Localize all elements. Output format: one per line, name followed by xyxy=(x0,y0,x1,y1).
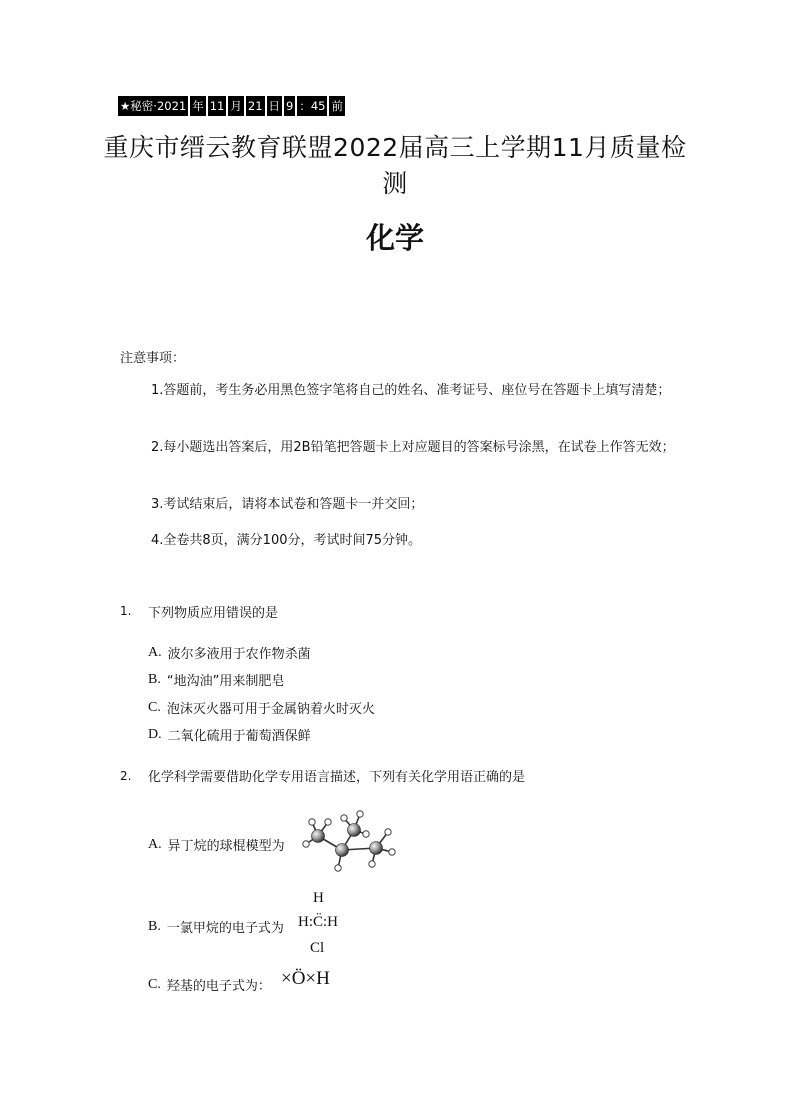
secret-seg: 21 xyxy=(246,96,265,116)
secret-seg: ：45 xyxy=(297,96,327,116)
secret-seg: 年 xyxy=(190,96,206,116)
confidential-label xyxy=(118,96,345,116)
question-number: 2. xyxy=(120,769,132,783)
exam-title: 重庆市缙云教育联盟2022届高三上学期11月质量检测 xyxy=(103,133,687,198)
option-item xyxy=(148,975,271,994)
option-letter: C. xyxy=(148,699,161,715)
option-letter: A. xyxy=(148,836,162,852)
ball-and-stick-model-image xyxy=(296,804,400,878)
option-letter: B. xyxy=(148,918,161,934)
option-letter: C. xyxy=(148,976,161,992)
question-text: 化学科学需要借助化学专用语言描述，下列有关化学用语正确的是 xyxy=(148,770,526,785)
question-number: 1. xyxy=(120,604,132,618)
option-letter: D. xyxy=(148,726,162,742)
option-text: 一氯甲烷的电子式为 xyxy=(166,921,284,936)
option-letter: A. xyxy=(148,644,162,660)
secret-seg: ★秘密·2021 xyxy=(118,96,188,116)
subject-title: 化学 xyxy=(365,221,424,255)
formula-middle: H:C̈:H xyxy=(298,914,339,930)
option-letter: B. xyxy=(148,671,161,687)
option-text: “地沟油”用来制肥皂 xyxy=(166,674,285,689)
option-item xyxy=(148,698,375,717)
notice-heading: 注意事项： xyxy=(120,351,186,366)
option-text: 波尔多液用于农作物杀菌 xyxy=(167,647,311,662)
question-text: 下列物质应用错误的是 xyxy=(148,606,279,621)
option-text: 异丁烷的球棍模型为 xyxy=(167,839,285,854)
option-text: 羟基的电子式为： xyxy=(166,979,271,994)
option-text: 泡沫灭火器可用于金属钠着火时灭火 xyxy=(166,702,375,717)
secret-seg: 9 xyxy=(284,96,295,116)
option-item xyxy=(148,725,311,744)
formula-top: H xyxy=(313,890,324,906)
secret-seg: 11 xyxy=(208,96,227,116)
electron-formula-hydroxyl: ×Ö×H xyxy=(281,968,330,989)
secret-seg: 前 xyxy=(329,96,345,116)
electron-formula-chloromethane xyxy=(298,890,348,960)
option-item xyxy=(148,835,285,854)
formula-bottom: Cl xyxy=(310,940,325,956)
notice-item: 3.考试结束后，请将本试卷和答题卡一并交回； xyxy=(151,497,424,512)
option-item xyxy=(148,670,284,689)
option-text: 二氧化硫用于葡萄酒保鲜 xyxy=(167,729,311,744)
secret-seg: 日 xyxy=(267,96,283,116)
notice-item: 1.答题前，考生务必用黑色签字笔将自己的姓名、准考证号、座位号在答题卡上填写清楚； xyxy=(151,383,671,398)
notice-item: 4.全卷共8页，满分100分，考试时间75分钟。 xyxy=(151,533,422,548)
secret-seg: 月 xyxy=(228,96,244,116)
option-item xyxy=(148,643,311,662)
option-item xyxy=(148,917,284,936)
notice-item: 2.每小题选出答案后，用2B铅笔把答题卡上对应题目的答案标号涂黑，在试卷上作答无效； xyxy=(151,440,675,455)
